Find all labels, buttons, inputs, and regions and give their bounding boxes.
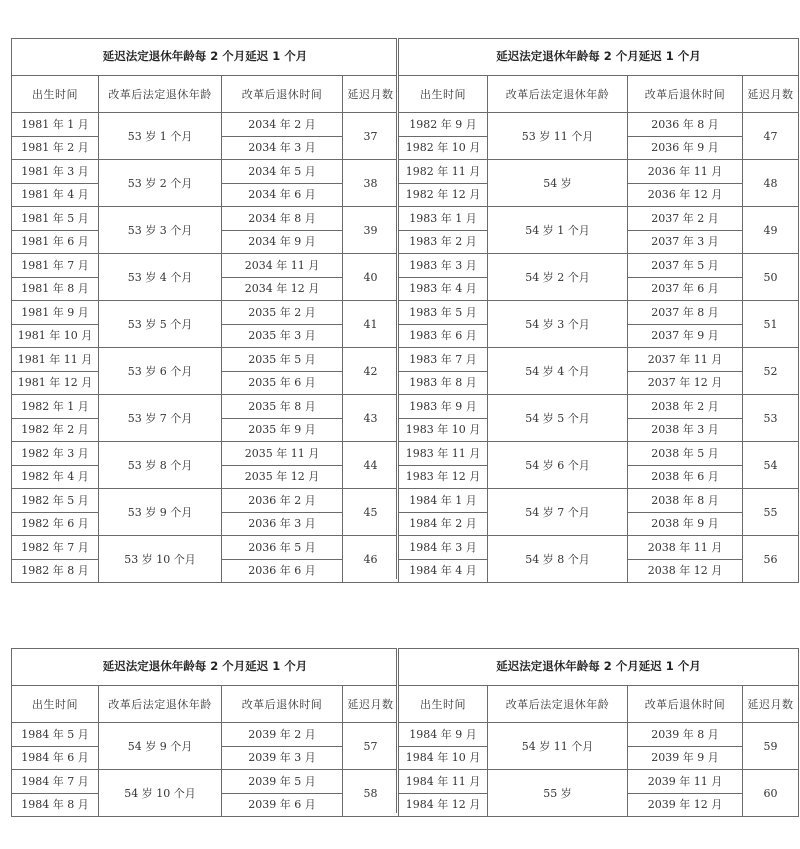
birth-time-cell: 1984 年 5 月 (12, 723, 99, 747)
retirement-time-cell: 2037 年 11 月 (628, 348, 743, 372)
delay-months-cell: 40 (343, 254, 399, 301)
table-row (399, 536, 799, 560)
table-row (12, 160, 399, 184)
header-retirement-time: 改革后退休时间 (628, 76, 743, 113)
retirement-age-cell: 53 岁 8 个月 (99, 442, 222, 489)
table-row (399, 207, 799, 231)
table-row (12, 301, 399, 325)
table-row (399, 301, 799, 325)
retirement-time-cell: 2038 年 8 月 (628, 489, 743, 513)
retirement-age-cell: 54 岁 6 个月 (488, 442, 628, 489)
retirement-time-cell: 2037 年 6 月 (628, 277, 743, 301)
retirement-time-cell: 2034 年 3 月 (222, 136, 343, 160)
retirement-time-cell: 2036 年 11 月 (628, 160, 743, 184)
retirement-time-cell: 2037 年 8 月 (628, 301, 743, 325)
retirement-age-cell: 53 岁 1 个月 (99, 113, 222, 160)
retirement-time-cell: 2034 年 9 月 (222, 230, 343, 254)
table-row (12, 723, 399, 747)
birth-time-cell: 1983 年 12 月 (399, 465, 488, 489)
table-row (399, 160, 799, 184)
retirement-age-cell: 54 岁 5 个月 (488, 395, 628, 442)
delay-months-cell: 58 (343, 770, 399, 817)
delay-months-cell: 37 (343, 113, 399, 160)
retirement-time-cell: 2039 年 5 月 (222, 770, 343, 794)
table-title: 延迟法定退休年龄每 2 个月延迟 1 个月 (399, 39, 799, 76)
retirement-age-cell: 54 岁 9 个月 (99, 723, 222, 770)
table-row (399, 113, 799, 137)
delay-months-cell: 50 (743, 254, 799, 301)
delay-months-cell: 51 (743, 301, 799, 348)
header-row (12, 76, 399, 113)
birth-time-cell: 1983 年 2 月 (399, 230, 488, 254)
retirement-time-cell: 2035 年 12 月 (222, 465, 343, 489)
birth-time-cell: 1983 年 9 月 (399, 395, 488, 419)
birth-time-cell: 1981 年 6 月 (12, 230, 99, 254)
birth-time-cell: 1981 年 8 月 (12, 277, 99, 301)
delay-months-cell: 42 (343, 348, 399, 395)
birth-time-cell: 1982 年 6 月 (12, 512, 99, 536)
retirement-time-cell: 2035 年 11 月 (222, 442, 343, 466)
retirement-time-cell: 2037 年 12 月 (628, 371, 743, 395)
birth-time-cell: 1983 年 4 月 (399, 277, 488, 301)
birth-time-cell: 1983 年 8 月 (399, 371, 488, 395)
birth-time-cell: 1982 年 1 月 (12, 395, 99, 419)
birth-time-cell: 1983 年 7 月 (399, 348, 488, 372)
birth-time-cell: 1983 年 10 月 (399, 418, 488, 442)
header-retirement-age: 改革后法定退休年龄 (99, 686, 222, 723)
retirement-time-cell: 2039 年 2 月 (222, 723, 343, 747)
birth-time-cell: 1984 年 10 月 (399, 746, 488, 770)
delay-months-cell: 41 (343, 301, 399, 348)
header-delay-months: 延迟月数 (743, 686, 799, 723)
birth-time-cell: 1982 年 10 月 (399, 136, 488, 160)
table-row (12, 395, 399, 419)
delay-months-cell: 56 (743, 536, 799, 583)
table-row (399, 489, 799, 513)
header-row (399, 686, 799, 723)
table-row (399, 770, 799, 794)
retirement-age-cell: 54 岁 2 个月 (488, 254, 628, 301)
retirement-age-cell: 54 岁 3 个月 (488, 301, 628, 348)
birth-time-cell: 1984 年 9 月 (399, 723, 488, 747)
table-divider (396, 38, 399, 579)
birth-time-cell: 1982 年 12 月 (399, 183, 488, 207)
birth-time-cell: 1981 年 1 月 (12, 113, 99, 137)
birth-time-cell: 1984 年 7 月 (12, 770, 99, 794)
birth-time-cell: 1981 年 12 月 (12, 371, 99, 395)
retirement-time-cell: 2039 年 9 月 (628, 746, 743, 770)
birth-time-cell: 1982 年 8 月 (12, 559, 99, 583)
header-retirement-time: 改革后退休时间 (222, 76, 343, 113)
birth-time-cell: 1983 年 5 月 (399, 301, 488, 325)
birth-time-cell: 1983 年 6 月 (399, 324, 488, 348)
retirement-age-cell: 53 岁 4 个月 (99, 254, 222, 301)
birth-time-cell: 1984 年 6 月 (12, 746, 99, 770)
retirement-time-cell: 2037 年 2 月 (628, 207, 743, 231)
retirement-time-cell: 2034 年 5 月 (222, 160, 343, 184)
header-retirement-age: 改革后法定退休年龄 (488, 686, 628, 723)
table-title: 延迟法定退休年龄每 2 个月延迟 1 个月 (12, 39, 399, 76)
birth-time-cell: 1982 年 5 月 (12, 489, 99, 513)
retirement-age-cell: 53 岁 11 个月 (488, 113, 628, 160)
delay-months-cell: 48 (743, 160, 799, 207)
retirement-time-cell: 2036 年 8 月 (628, 113, 743, 137)
retirement-time-cell: 2036 年 6 月 (222, 559, 343, 583)
header-delay-months: 延迟月数 (343, 76, 399, 113)
header-birth-time: 出生时间 (399, 686, 488, 723)
delay-months-cell: 57 (343, 723, 399, 770)
birth-time-cell: 1984 年 11 月 (399, 770, 488, 794)
retirement-age-cell: 54 岁 7 个月 (488, 489, 628, 536)
retirement-time-cell: 2038 年 6 月 (628, 465, 743, 489)
delay-months-cell: 55 (743, 489, 799, 536)
header-birth-time: 出生时间 (12, 686, 99, 723)
delay-months-cell: 44 (343, 442, 399, 489)
delay-months-cell: 52 (743, 348, 799, 395)
birth-time-cell: 1984 年 2 月 (399, 512, 488, 536)
delay-months-cell: 45 (343, 489, 399, 536)
table-top-right (398, 38, 799, 583)
header-birth-time: 出生时间 (12, 76, 99, 113)
retirement-time-cell: 2038 年 11 月 (628, 536, 743, 560)
table-row (399, 442, 799, 466)
retirement-time-cell: 2036 年 9 月 (628, 136, 743, 160)
retirement-time-cell: 2036 年 3 月 (222, 512, 343, 536)
retirement-time-cell: 2034 年 6 月 (222, 183, 343, 207)
table-row (399, 723, 799, 747)
table-title: 延迟法定退休年龄每 2 个月延迟 1 个月 (12, 649, 399, 686)
birth-time-cell: 1981 年 7 月 (12, 254, 99, 278)
table-row (399, 395, 799, 419)
birth-time-cell: 1981 年 2 月 (12, 136, 99, 160)
retirement-time-cell: 2035 年 8 月 (222, 395, 343, 419)
retirement-time-cell: 2034 年 11 月 (222, 254, 343, 278)
birth-time-cell: 1983 年 11 月 (399, 442, 488, 466)
retirement-time-cell: 2038 年 2 月 (628, 395, 743, 419)
birth-time-cell: 1984 年 3 月 (399, 536, 488, 560)
birth-time-cell: 1984 年 12 月 (399, 793, 488, 817)
table-row (399, 254, 799, 278)
table-row (12, 113, 399, 137)
retirement-time-cell: 2037 年 9 月 (628, 324, 743, 348)
retirement-time-cell: 2035 年 5 月 (222, 348, 343, 372)
retirement-time-cell: 2034 年 12 月 (222, 277, 343, 301)
retirement-time-cell: 2039 年 11 月 (628, 770, 743, 794)
table-row (12, 254, 399, 278)
retirement-time-cell: 2038 年 12 月 (628, 559, 743, 583)
retirement-age-cell: 53 岁 10 个月 (99, 536, 222, 583)
birth-time-cell: 1981 年 11 月 (12, 348, 99, 372)
retirement-time-cell: 2037 年 3 月 (628, 230, 743, 254)
birth-time-cell: 1982 年 3 月 (12, 442, 99, 466)
header-row (399, 76, 799, 113)
delay-months-cell: 47 (743, 113, 799, 160)
table-row (12, 536, 399, 560)
retirement-time-cell: 2036 年 5 月 (222, 536, 343, 560)
table-bottom-right (398, 648, 799, 817)
table-row (12, 207, 399, 231)
retirement-time-cell: 2039 年 12 月 (628, 793, 743, 817)
header-retirement-age: 改革后法定退休年龄 (488, 76, 628, 113)
birth-time-cell: 1982 年 9 月 (399, 113, 488, 137)
retirement-time-cell: 2035 年 6 月 (222, 371, 343, 395)
header-retirement-age: 改革后法定退休年龄 (99, 76, 222, 113)
birth-time-cell: 1981 年 5 月 (12, 207, 99, 231)
birth-time-cell: 1982 年 7 月 (12, 536, 99, 560)
delay-months-cell: 53 (743, 395, 799, 442)
retirement-time-cell: 2039 年 3 月 (222, 746, 343, 770)
retirement-age-cell: 53 岁 9 个月 (99, 489, 222, 536)
header-retirement-time: 改革后退休时间 (628, 686, 743, 723)
header-delay-months: 延迟月数 (743, 76, 799, 113)
delay-months-cell: 38 (343, 160, 399, 207)
retirement-age-cell: 53 岁 7 个月 (99, 395, 222, 442)
retirement-age-cell: 54 岁 1 个月 (488, 207, 628, 254)
retirement-age-cell: 53 岁 6 个月 (99, 348, 222, 395)
retirement-time-cell: 2038 年 5 月 (628, 442, 743, 466)
retirement-age-cell: 55 岁 (488, 770, 628, 817)
table-top-left (11, 38, 399, 583)
birth-time-cell: 1984 年 8 月 (12, 793, 99, 817)
header-row (12, 686, 399, 723)
delay-months-cell: 59 (743, 723, 799, 770)
birth-time-cell: 1981 年 4 月 (12, 183, 99, 207)
retirement-time-cell: 2038 年 3 月 (628, 418, 743, 442)
table-title: 延迟法定退休年龄每 2 个月延迟 1 个月 (399, 649, 799, 686)
retirement-age-cell: 53 岁 2 个月 (99, 160, 222, 207)
retirement-time-cell: 2035 年 9 月 (222, 418, 343, 442)
header-retirement-time: 改革后退休时间 (222, 686, 343, 723)
retirement-time-cell: 2035 年 3 月 (222, 324, 343, 348)
retirement-time-cell: 2034 年 8 月 (222, 207, 343, 231)
retirement-time-cell: 2034 年 2 月 (222, 113, 343, 137)
table-divider (396, 648, 399, 813)
delay-months-cell: 60 (743, 770, 799, 817)
retirement-age-cell: 54 岁 4 个月 (488, 348, 628, 395)
birth-time-cell: 1981 年 9 月 (12, 301, 99, 325)
delay-months-cell: 46 (343, 536, 399, 583)
retirement-time-cell: 2035 年 2 月 (222, 301, 343, 325)
retirement-time-cell: 2036 年 12 月 (628, 183, 743, 207)
retirement-age-cell: 54 岁 10 个月 (99, 770, 222, 817)
retirement-age-cell: 53 岁 5 个月 (99, 301, 222, 348)
birth-time-cell: 1982 年 2 月 (12, 418, 99, 442)
birth-time-cell: 1981 年 10 月 (12, 324, 99, 348)
table-row (12, 348, 399, 372)
birth-time-cell: 1983 年 3 月 (399, 254, 488, 278)
retirement-time-cell: 2038 年 9 月 (628, 512, 743, 536)
retirement-time-cell: 2039 年 6 月 (222, 793, 343, 817)
delay-months-cell: 54 (743, 442, 799, 489)
delay-months-cell: 39 (343, 207, 399, 254)
table-row (12, 442, 399, 466)
birth-time-cell: 1984 年 4 月 (399, 559, 488, 583)
delay-months-cell: 49 (743, 207, 799, 254)
birth-time-cell: 1984 年 1 月 (399, 489, 488, 513)
birth-time-cell: 1982 年 4 月 (12, 465, 99, 489)
retirement-age-cell: 54 岁 8 个月 (488, 536, 628, 583)
retirement-time-cell: 2039 年 8 月 (628, 723, 743, 747)
retirement-age-cell: 54 岁 11 个月 (488, 723, 628, 770)
retirement-age-cell: 54 岁 (488, 160, 628, 207)
birth-time-cell: 1981 年 3 月 (12, 160, 99, 184)
retirement-time-cell: 2037 年 5 月 (628, 254, 743, 278)
retirement-age-cell: 53 岁 3 个月 (99, 207, 222, 254)
table-row (12, 770, 399, 794)
birth-time-cell: 1982 年 11 月 (399, 160, 488, 184)
table-bottom-left (11, 648, 399, 817)
delay-months-cell: 43 (343, 395, 399, 442)
table-row (12, 489, 399, 513)
header-delay-months: 延迟月数 (343, 686, 399, 723)
table-row (399, 348, 799, 372)
header-birth-time: 出生时间 (399, 76, 488, 113)
retirement-time-cell: 2036 年 2 月 (222, 489, 343, 513)
birth-time-cell: 1983 年 1 月 (399, 207, 488, 231)
